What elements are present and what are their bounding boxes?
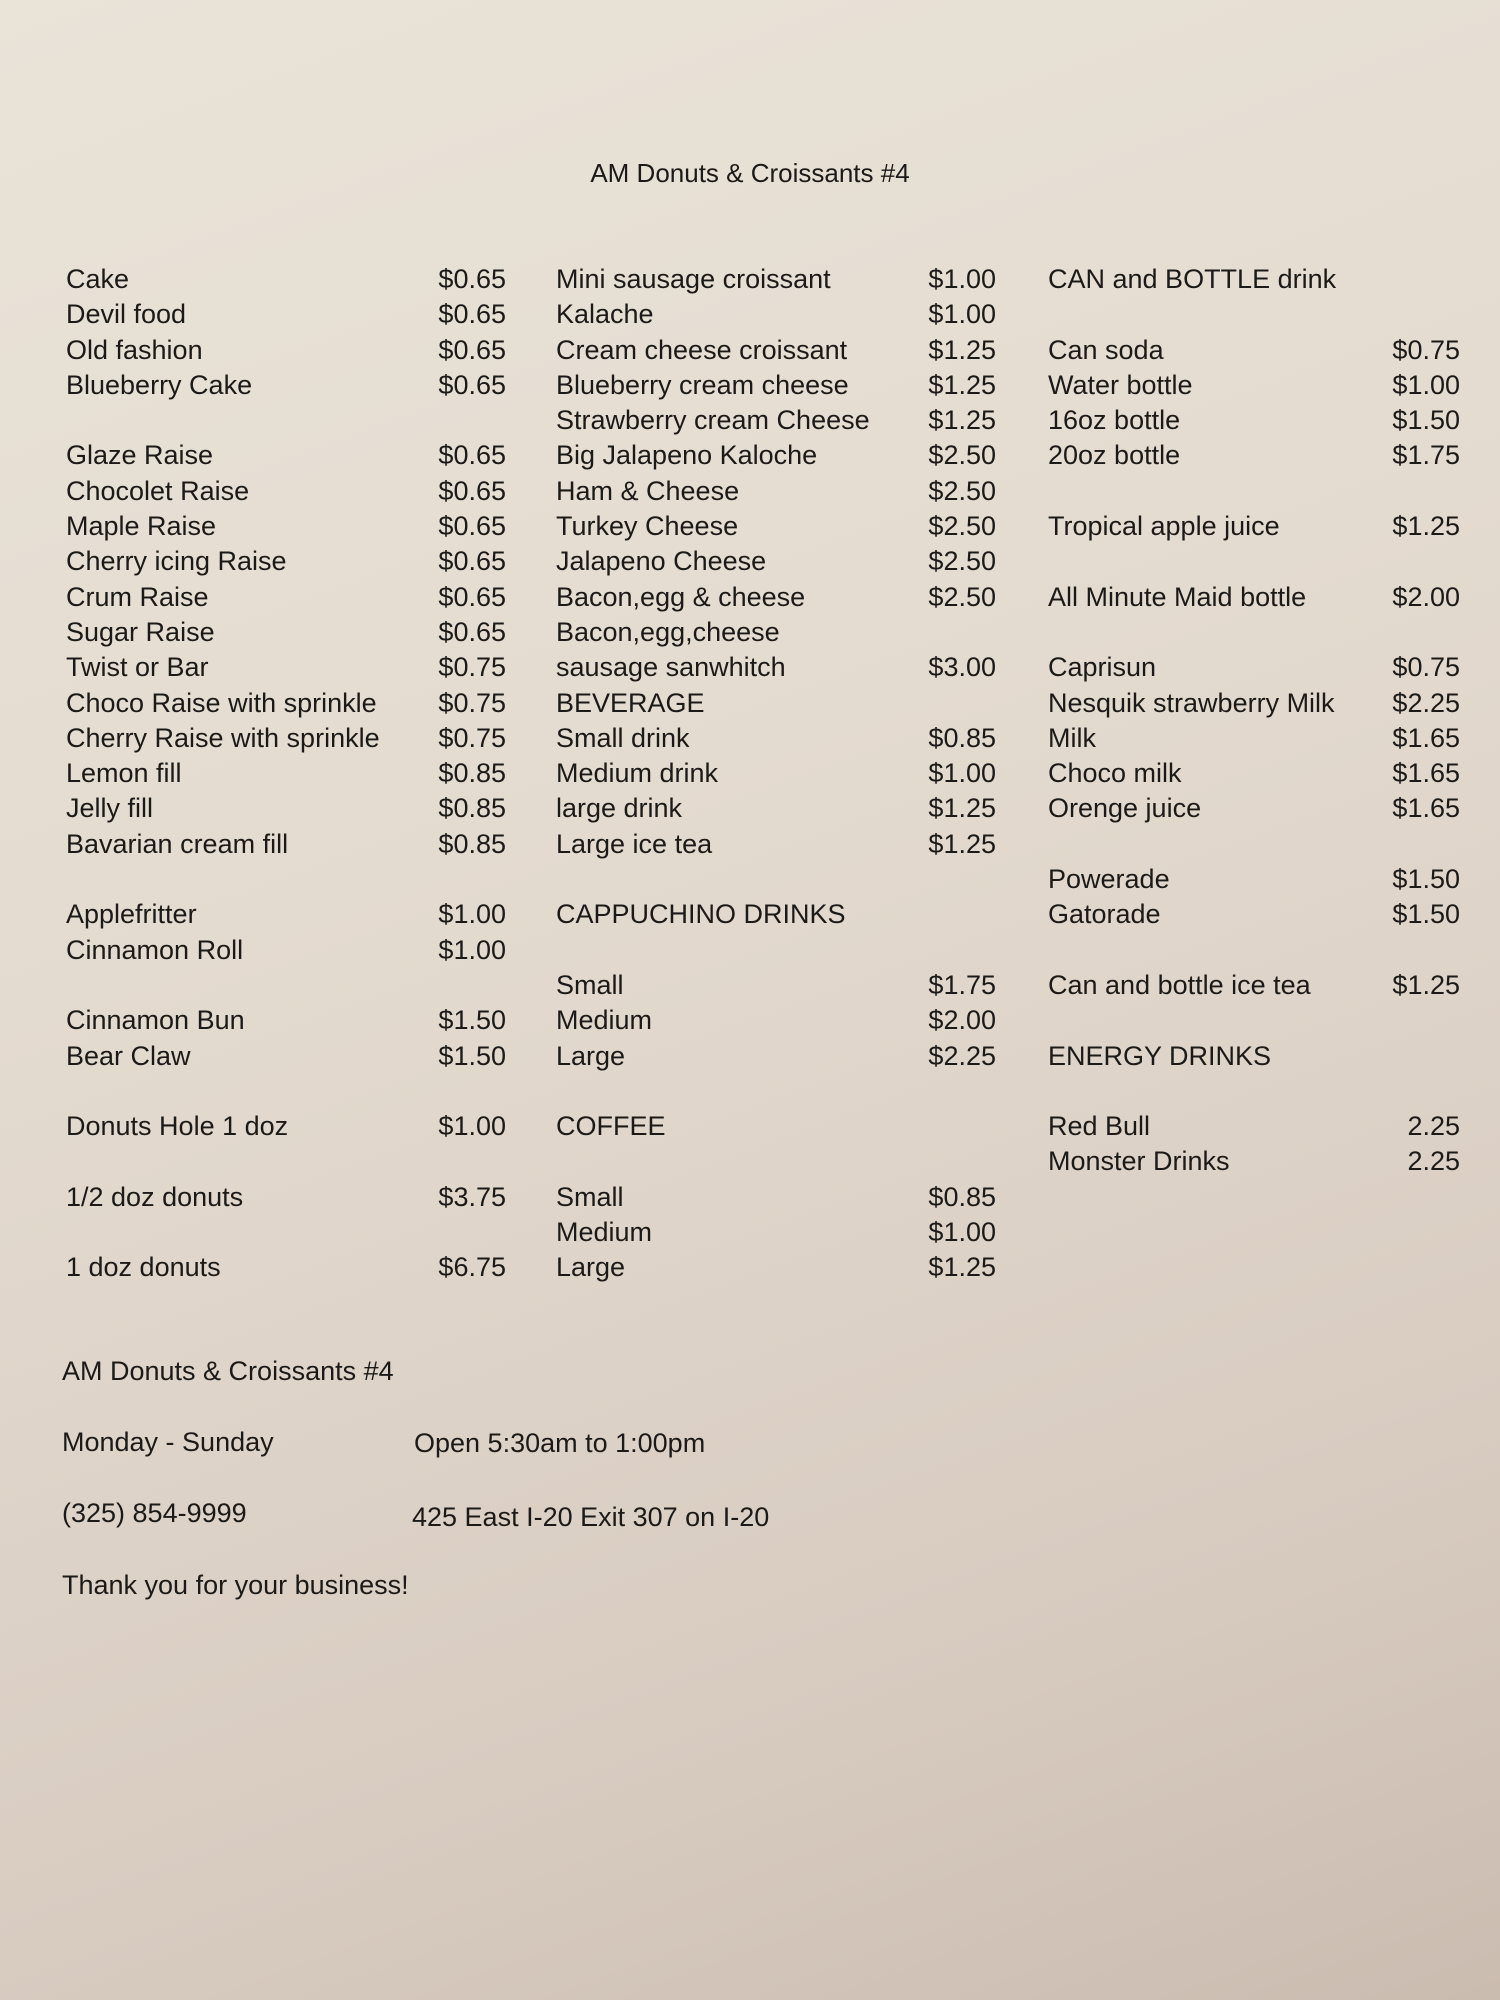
menu-item-price: $1.50	[1392, 899, 1460, 930]
menu-item-name: 1 doz donuts	[66, 1252, 221, 1283]
menu-item-name: Gatorade	[1048, 899, 1161, 930]
menu-item-price: $0.85	[438, 828, 506, 859]
menu-item-price: $0.65	[438, 475, 506, 506]
menu-item-name: Milk	[1048, 722, 1096, 753]
menu-item	[66, 580, 506, 615]
menu-item	[556, 403, 996, 438]
spacer	[556, 1144, 996, 1179]
menu-item-name: Small	[556, 1181, 624, 1212]
menu-item	[556, 721, 996, 756]
menu-item	[1048, 580, 1460, 615]
menu-item-name: Chocolet Raise	[66, 475, 250, 506]
menu-item	[556, 509, 996, 544]
menu-item	[66, 756, 506, 791]
menu-item-price: $1.25	[928, 1252, 996, 1283]
menu-item	[66, 933, 506, 968]
menu-item-name: Kalache	[556, 299, 654, 330]
spacer	[1048, 544, 1460, 579]
menu-item-name: Cake	[66, 264, 130, 294]
menu-item	[556, 615, 996, 650]
menu-item-price: $0.85	[928, 1181, 996, 1212]
menu-item	[66, 474, 506, 509]
menu-item	[1048, 721, 1460, 756]
menu-item-name: Large	[556, 1040, 626, 1071]
menu-item	[556, 262, 996, 297]
menu-item-name: Donuts Hole 1 doz	[66, 1111, 289, 1142]
menu-item-price: $2.50	[928, 475, 996, 506]
menu-item-name: Strawberry cream Cheese	[556, 405, 870, 436]
menu-item	[1048, 438, 1460, 473]
menu-item-name: Cinnamon Bun	[66, 1005, 245, 1036]
menu-item-name: Orenge juice	[1048, 793, 1202, 824]
spacer	[66, 1144, 506, 1179]
menu-item	[1048, 403, 1460, 438]
spacer	[66, 968, 506, 1003]
menu-column-donuts	[66, 262, 506, 1286]
menu-item-name: Choco milk	[1048, 758, 1182, 789]
menu-item-price: $0.65	[438, 369, 506, 400]
menu-item-name: Small	[556, 969, 624, 1000]
menu-item	[66, 297, 506, 332]
menu-item	[556, 650, 996, 685]
menu-item-name: Powerade	[1048, 864, 1170, 895]
spacer	[1048, 1074, 1460, 1109]
menu-item-name: Jalapeno Cheese	[556, 546, 767, 577]
menu-item-name: Choco Raise with sprinkle	[66, 687, 377, 718]
menu-item	[1048, 368, 1460, 403]
menu-item	[66, 897, 506, 932]
menu-item-price: $2.50	[928, 440, 996, 471]
menu-item-price: $2.25	[1392, 687, 1460, 718]
menu-item-name: Bacon,egg,cheese	[556, 616, 780, 647]
menu-item	[66, 438, 506, 473]
menu-item	[556, 297, 996, 332]
menu-item-name: Glaze Raise	[66, 440, 214, 471]
spacer	[1048, 1003, 1460, 1038]
menu-item-price: $0.65	[438, 511, 506, 542]
menu-item-name: Crum Raise	[66, 581, 209, 612]
menu-item-price: $3.00	[928, 652, 996, 683]
menu-item-price: $0.75	[438, 722, 506, 753]
section-header: CAPPUCHINO DRINKS	[556, 899, 846, 930]
menu-item-name: Lemon fill	[66, 758, 182, 789]
spacer	[1048, 615, 1460, 650]
menu-item-name: Can soda	[1048, 334, 1164, 365]
section-header: COFFEE	[556, 1111, 666, 1142]
menu-column-bottled-drinks	[1048, 262, 1460, 1180]
menu-item-name: sausage sanwhitch	[556, 652, 786, 683]
menu-item-price: $0.65	[438, 581, 506, 612]
menu-item	[1048, 650, 1460, 685]
spacer	[556, 1074, 996, 1109]
menu-item-price: $1.65	[1392, 758, 1460, 789]
menu-item	[66, 827, 506, 862]
menu-item-name: Large	[556, 1252, 626, 1283]
menu-item-price: $1.00	[928, 299, 996, 330]
menu-item-price: $0.65	[438, 264, 506, 294]
menu-item-price: $1.00	[438, 899, 506, 930]
menu-item	[66, 1180, 506, 1215]
menu-item-price: $0.75	[438, 687, 506, 718]
menu-item-price: $2.00	[1392, 581, 1460, 612]
menu-item	[1048, 756, 1460, 791]
menu-item-name: Large ice tea	[556, 828, 713, 859]
menu-item-name: Mini sausage croissant	[556, 264, 831, 294]
menu-item-name: 1/2 doz donuts	[66, 1181, 244, 1212]
footer-days: Monday - Sunday	[62, 1427, 274, 1457]
menu-item	[1048, 1109, 1460, 1144]
spacer	[66, 403, 506, 438]
menu-item-name: Medium	[556, 1217, 653, 1248]
menu-item-name: Turkey Cheese	[556, 511, 739, 542]
menu-item-price: $1.75	[928, 969, 996, 1000]
menu-item	[66, 721, 506, 756]
menu-item	[66, 791, 506, 826]
menu-item-price: 2.25	[1407, 1111, 1460, 1142]
menu-item-price: $1.25	[928, 828, 996, 859]
menu-item-name: Sugar Raise	[66, 616, 215, 647]
menu-item	[556, 580, 996, 615]
menu-item	[1048, 509, 1460, 544]
spacer	[66, 1215, 506, 1250]
menu-item	[66, 650, 506, 685]
menu-item-name: Blueberry Cake	[66, 369, 253, 400]
menu-item	[66, 544, 506, 579]
menu-item	[1048, 333, 1460, 368]
menu-item	[66, 333, 506, 368]
menu-item-name: large drink	[556, 793, 683, 824]
menu-item	[556, 1215, 996, 1250]
menu-item-price: $0.65	[438, 616, 506, 647]
menu-item-name: Old fashion	[66, 334, 203, 365]
menu-item	[1048, 897, 1460, 932]
menu-item	[66, 1039, 506, 1074]
menu-item-price: $3.75	[438, 1181, 506, 1212]
section-header: CAN and BOTTLE drink	[1048, 264, 1337, 294]
menu-item	[66, 1109, 506, 1144]
menu-item	[556, 474, 996, 509]
menu-item-name: Bacon,egg & cheese	[556, 581, 806, 612]
menu-item-price: $1.25	[1392, 511, 1460, 542]
menu-item-price: $2.50	[928, 581, 996, 612]
menu-item	[556, 1180, 996, 1215]
menu-item-price: $0.65	[438, 299, 506, 330]
menu-item-name: 20oz bottle	[1048, 440, 1181, 471]
menu-item	[66, 686, 506, 721]
menu-item	[66, 368, 506, 403]
menu-item	[1048, 686, 1460, 721]
spacer	[66, 862, 506, 897]
menu-item-price: $1.25	[928, 369, 996, 400]
menu-item-price: $1.50	[438, 1005, 506, 1036]
spacer	[1048, 827, 1460, 862]
spacer	[66, 1074, 506, 1109]
menu-item-name: Applefritter	[66, 899, 197, 930]
footer-business-name: AM Donuts & Croissants #4	[62, 1356, 394, 1386]
menu-item	[556, 791, 996, 826]
menu-item-price: $1.00	[438, 1111, 506, 1142]
menu-item-price: $6.75	[438, 1252, 506, 1283]
menu-item-price: $0.75	[1392, 334, 1460, 365]
menu-item-price: $1.00	[928, 758, 996, 789]
menu-item-price: $1.65	[1392, 793, 1460, 824]
menu-item-price: $2.50	[928, 511, 996, 542]
menu-title	[0, 158, 1500, 189]
menu-item	[556, 333, 996, 368]
menu-item-price: $1.50	[438, 1040, 506, 1071]
menu-column-croissants-beverages	[556, 262, 996, 1286]
menu-item-name: Medium drink	[556, 758, 719, 789]
menu-item	[66, 509, 506, 544]
menu-item-price: $1.50	[1392, 864, 1460, 895]
menu-item-name: Cherry Raise with sprinkle	[66, 722, 380, 753]
menu-item-price: $1.00	[928, 1217, 996, 1248]
menu-item-price: $1.25	[1392, 969, 1460, 1000]
footer-phone: (325) 854-9999	[62, 1498, 247, 1528]
menu-item-name: Can and bottle ice tea	[1048, 969, 1311, 1000]
menu-item	[556, 827, 996, 862]
spacer	[1048, 933, 1460, 968]
menu-item	[556, 1250, 996, 1285]
menu-item-price: $0.65	[438, 440, 506, 471]
menu-item-price: $1.25	[928, 793, 996, 824]
menu-item	[556, 1003, 996, 1038]
menu-item-price: $0.65	[438, 546, 506, 577]
menu-item	[556, 544, 996, 579]
menu-item	[556, 968, 996, 1003]
menu-item-price: $1.65	[1392, 722, 1460, 753]
menu-item	[556, 438, 996, 473]
footer-hours: Open 5:30am to 1:00pm	[414, 1428, 706, 1458]
menu-item-price: $2.25	[928, 1040, 996, 1071]
footer-thanks: Thank you for your business!	[62, 1570, 409, 1600]
menu-item-name: 16oz bottle	[1048, 405, 1181, 436]
menu-item	[66, 615, 506, 650]
menu-item-name: Nesquik strawberry Milk	[1048, 687, 1335, 718]
spacer	[556, 933, 996, 968]
menu-item-name: Twist or Bar	[66, 652, 209, 683]
menu-item	[66, 262, 506, 297]
menu-item	[556, 1039, 996, 1074]
menu-item-name: Big Jalapeno Kaloche	[556, 440, 818, 471]
menu-item-name: Caprisun	[1048, 652, 1157, 683]
menu-item	[66, 1003, 506, 1038]
menu-item-price: $1.25	[928, 334, 996, 365]
menu-item-name: Cinnamon Roll	[66, 934, 244, 965]
menu-item-price: $0.85	[438, 793, 506, 824]
menu-item-name: Blueberry cream cheese	[556, 369, 849, 400]
menu-item-price: $1.50	[1392, 405, 1460, 436]
menu-item-name: Small drink	[556, 722, 690, 753]
menu-item-name: Cherry icing Raise	[66, 546, 287, 577]
menu-item-price: $0.65	[438, 334, 506, 365]
menu-item	[1048, 968, 1460, 1003]
menu-item	[1048, 862, 1460, 897]
menu-item-name: All Minute Maid bottle	[1048, 581, 1307, 612]
menu-item-price: $0.75	[1392, 652, 1460, 683]
menu-item-price: $0.85	[928, 722, 996, 753]
spacer	[1048, 474, 1460, 509]
menu-item-name: Devil food	[66, 299, 187, 330]
menu-item-price: $1.00	[438, 934, 506, 965]
menu-item-price: $1.75	[1392, 440, 1460, 471]
menu-item-name: Maple Raise	[66, 511, 217, 542]
menu-item	[66, 1250, 506, 1285]
menu-item-name: Red Bull	[1048, 1111, 1151, 1142]
menu-item-name: Jelly fill	[66, 793, 154, 824]
section-header: BEVERAGE	[556, 687, 705, 718]
menu-item-name: Tropical apple juice	[1048, 511, 1280, 542]
section-header: ENERGY DRINKS	[1048, 1040, 1272, 1071]
footer-address: 425 East I-20 Exit 307 on I-20	[412, 1502, 770, 1532]
menu-item-name: Cream cheese croissant	[556, 334, 848, 365]
menu-item	[556, 756, 996, 791]
menu-item	[556, 368, 996, 403]
menu-item-price: $1.00	[1392, 369, 1460, 400]
menu-item-price: $0.85	[438, 758, 506, 789]
menu-item-price: $1.00	[928, 264, 996, 294]
menu-item-price: $0.75	[438, 652, 506, 683]
menu-title-text: AM Donuts & Croissants #4	[590, 158, 910, 188]
menu-item-name: Ham & Cheese	[556, 475, 740, 506]
menu-item	[1048, 791, 1460, 826]
menu-item-price: $2.00	[928, 1005, 996, 1036]
menu-item-price: $1.25	[928, 405, 996, 436]
menu-item-price: $2.50	[928, 546, 996, 577]
menu-item-name: Bear Claw	[66, 1040, 191, 1071]
menu-item	[1048, 1144, 1460, 1179]
menu-item-price: 2.25	[1407, 1146, 1460, 1177]
spacer	[1048, 297, 1460, 332]
menu-item-name: Bavarian cream fill	[66, 828, 289, 859]
menu-item-name: Water bottle	[1048, 369, 1193, 400]
menu-item-name: Medium	[556, 1005, 653, 1036]
spacer	[556, 862, 996, 897]
menu-item-name: Monster Drinks	[1048, 1146, 1230, 1177]
